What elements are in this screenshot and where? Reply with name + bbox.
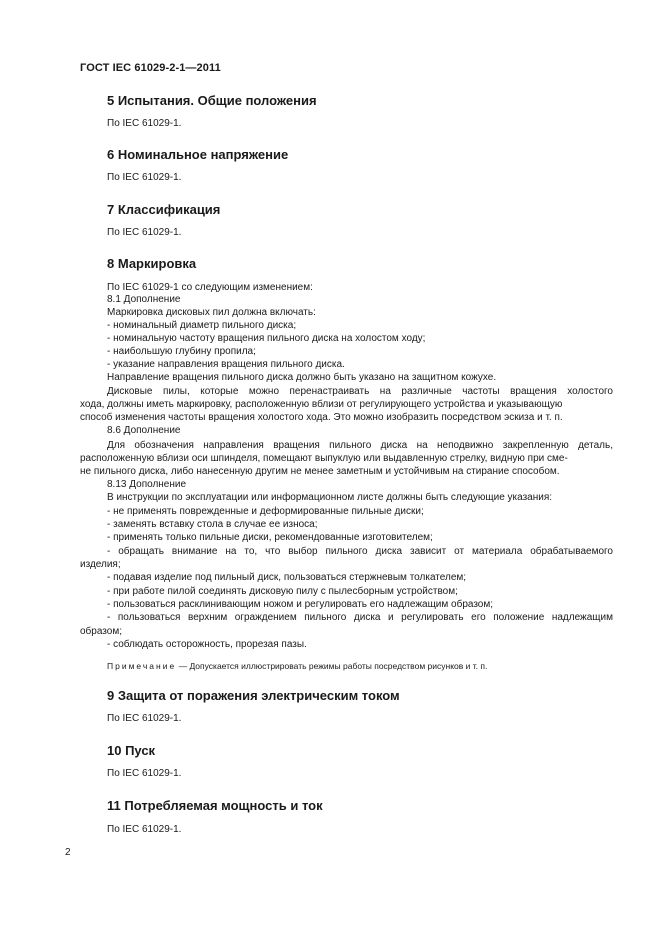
s8-line: - не применять поврежденные и деформированные пильные диски; bbox=[107, 506, 424, 517]
s8-line: - наибольшую глубину пропила; bbox=[107, 346, 256, 357]
section-10-text: По IEC 61029-1. bbox=[107, 768, 182, 779]
section-10-title: 10 Пуск bbox=[107, 743, 156, 758]
s8-line: - номинальный диаметр пильного диска; bbox=[107, 320, 297, 331]
section-7-text: По IEC 61029-1. bbox=[107, 227, 182, 238]
s8-line: 8.6 Дополнение bbox=[107, 425, 181, 436]
s8-line: Маркировка дисковых пил должна включать: bbox=[107, 307, 316, 318]
s8-line: - номинальную частоту вращения пильного диска на холостом ходу; bbox=[107, 333, 426, 344]
s8-line: - пользоваться расклинивающим ножом и регулировать его надлежащим образом; bbox=[107, 599, 494, 610]
s8-line: - обращать внимание на то, что выбор пильного диска зависит от материала обрабатываемого bbox=[107, 546, 613, 557]
section-5-title: 5 Испытания. Общие положения bbox=[107, 93, 317, 108]
section-9-text: По IEC 61029-1. bbox=[107, 713, 182, 724]
s8-line: - пользоваться верхним ограждением пильного диска и регулировать его положение надлежащим bbox=[107, 612, 613, 623]
s8-line: 8.13 Дополнение bbox=[107, 479, 187, 490]
document-header: ГОСТ IEC 61029-2-1—2011 bbox=[80, 62, 221, 74]
section-9-title: 9 Защита от поражения электрическим током bbox=[107, 688, 400, 703]
s8-line: хода, должны иметь маркировку, расположенную вблизи от регулирующего устройства и указывающую bbox=[80, 399, 563, 410]
s8-line: - подавая изделие под пильный диск, пользоваться стержневым толкателем; bbox=[107, 572, 467, 583]
s8-line: изделия; bbox=[80, 559, 121, 570]
section-8-title: 8 Маркировка bbox=[107, 256, 197, 271]
s8-line: Дисковые пилы, которые можно перенастраивать на различные частоты вращения холостого bbox=[107, 386, 613, 397]
section-11-title: 11 Потребляемая мощность и ток bbox=[107, 798, 323, 813]
s8-line: Направление вращения пильного диска должно быть указано на защитном кожухе. bbox=[107, 372, 497, 383]
s8-line: способ изменения частоты вращения холостого хода. Это можно изобразить посредством эскиза и т. п. bbox=[80, 412, 563, 423]
page-number: 2 bbox=[65, 847, 71, 858]
s8-line: 8.1 Дополнение bbox=[107, 294, 181, 305]
s8-line: образом; bbox=[80, 626, 122, 637]
s8-line: - применять только пильные диски, рекомендованные изготовителем; bbox=[107, 532, 433, 543]
s8-line: Для обозначения направления вращения пильного диска на неподвижно закрепленную деталь, bbox=[107, 440, 613, 451]
s8-line: В инструкции по эксплуатации или информационном листе должны быть следующие указания: bbox=[107, 492, 553, 503]
s8-line: - при работе пилой соединять дисковую пилу с пылесборным устройством; bbox=[107, 586, 458, 597]
section-11-text: По IEC 61029-1. bbox=[107, 824, 182, 835]
section-5-text: По IEC 61029-1. bbox=[107, 118, 182, 129]
s8-line: - заменять вставку стола в случае ее износа; bbox=[107, 519, 318, 530]
s8-line: расположенную вблизи оси шпинделя, помещают выпуклую или выдавленную стрелку, видную при сме- bbox=[80, 453, 568, 464]
s8-line: - соблюдать осторожность, прорезая пазы. bbox=[107, 639, 307, 650]
s8-line: не пильного диска, либо нанесенную другим не менее заметным и устойчивым на стирание способом. bbox=[80, 466, 560, 477]
section-6-text: По IEC 61029-1. bbox=[107, 172, 182, 183]
s8-line: По IEC 61029-1 со следующим изменением: bbox=[107, 282, 313, 293]
section-6-title: 6 Номинальное напряжение bbox=[107, 147, 289, 162]
note-dash: — bbox=[178, 661, 188, 671]
s8-line: - указание направления вращения пильного диска. bbox=[107, 359, 345, 370]
note bbox=[107, 661, 487, 671]
note-text: Допускается иллюстрировать режимы работы посредством рисунков и т. п. bbox=[189, 661, 488, 671]
section-7-title: 7 Классификация bbox=[107, 202, 221, 217]
note-label: Примечание bbox=[107, 661, 177, 671]
